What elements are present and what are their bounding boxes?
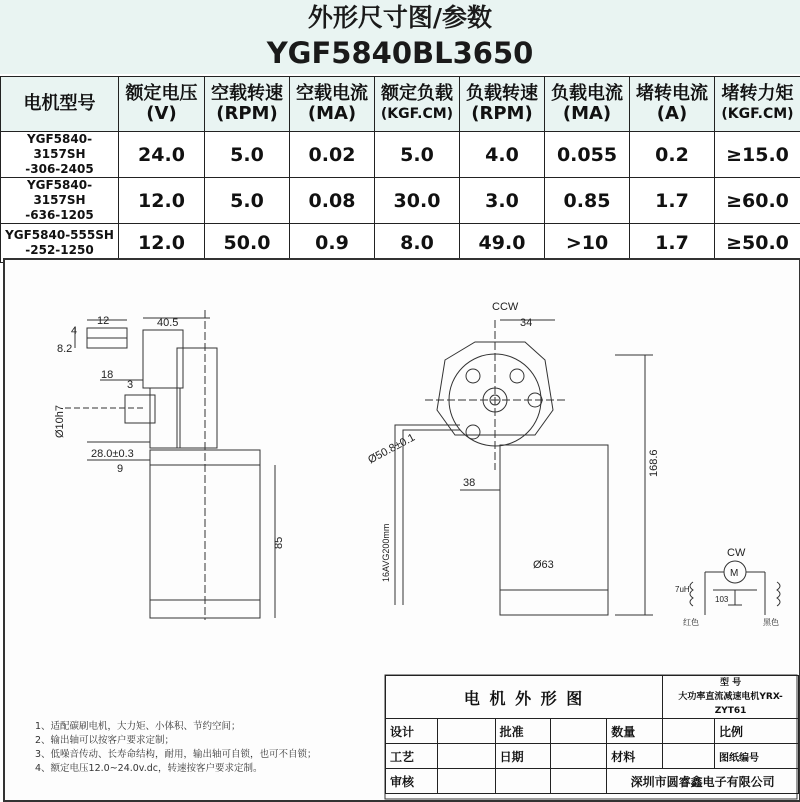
col-header-load-speed: 负载转速 (RPM) — [460, 77, 545, 132]
wire-black — [403, 430, 460, 605]
wire-red — [395, 425, 460, 605]
dim-63: Ø63 — [533, 559, 554, 571]
cell-model: YGF5840-555SH -252-1250 — [1, 224, 119, 263]
cell-model: YGF5840-3157SH -306-2405 — [1, 132, 119, 178]
table-cell: 0.08 — [290, 178, 375, 224]
table-cell: >10 — [545, 224, 630, 263]
dim-4: 4 — [71, 325, 77, 337]
col-header-model: 电机型号 — [1, 77, 119, 132]
table-cell: ≥50.0 — [715, 224, 800, 263]
title-block-type: 型 号 大功率直流减速电机YRX-ZYT61 — [663, 676, 799, 719]
table-cell: 3.0 — [460, 178, 545, 224]
dim-18: 18 — [101, 369, 113, 381]
title-block-table — [385, 675, 799, 794]
table-cell: 50.0 — [205, 224, 290, 263]
table-cell: 49.0 — [460, 224, 545, 263]
table-cell: 30.0 — [375, 178, 460, 224]
table-cell: 0.9 — [290, 224, 375, 263]
tb-drawing-no: 图纸编号 — [715, 744, 799, 769]
tb-process: 工艺 — [386, 744, 438, 769]
table-cell: 0.85 — [545, 178, 630, 224]
table-cell: 5.0 — [375, 132, 460, 178]
wire-label: 16AVG200mm — [381, 524, 391, 582]
tb-ratio: 比例 — [715, 719, 799, 744]
title-block-title: 电 机 外 形 图 — [386, 676, 663, 719]
cell-model: YGF5840-3157SH -636-1205 — [1, 178, 119, 224]
dim-168-6: 168.6 — [648, 449, 660, 477]
table-cell: 8.0 — [375, 224, 460, 263]
technical-drawing — [3, 258, 800, 802]
table-cell: 12.0 — [119, 224, 205, 263]
model-title: YGF5840BL3650 — [0, 35, 800, 71]
tb-material: 材料 — [607, 744, 663, 769]
page-title: 外形尺寸图/参数 — [0, 2, 800, 34]
col-header-voltage: 额定电压 (V) — [119, 77, 205, 132]
tb-date: 日期 — [495, 744, 551, 769]
table-cell: ≥15.0 — [715, 132, 800, 178]
dim-28: 28.0±0.3 — [91, 448, 134, 460]
col-header-stall-torque: 堵转力矩 (KGF.CM) — [715, 77, 800, 132]
circuit-cap: 103 — [715, 595, 729, 604]
table-header-row — [1, 77, 800, 132]
note-item: 4、额定电压12.0~24.0v.dc，转速按客户要求定制。 — [35, 762, 317, 776]
table-cell: 1.7 — [630, 224, 715, 263]
table-cell: 12.0 — [119, 178, 205, 224]
circuit-ind: 7uH — [675, 585, 690, 594]
table-cell: ≥60.0 — [715, 178, 800, 224]
note-item: 3、低噪音传动、长寿命结构，耐用，输出轴可自锁，也可不自锁； — [35, 748, 317, 762]
circuit-motor: M — [730, 568, 738, 579]
col-header-noload-speed: 空载转速 (RPM) — [205, 77, 290, 132]
tb-approve: 批准 — [495, 719, 551, 744]
table-cell: 0.2 — [630, 132, 715, 178]
dim-34: 34 — [520, 317, 532, 329]
table-cell: 4.0 — [460, 132, 545, 178]
tb-qty: 数量 — [607, 719, 663, 744]
dim-10h7: Ø10h7 — [54, 405, 66, 438]
col-header-stall-current: 堵转电流 (A) — [630, 77, 715, 132]
note-item: 1、适配碳刷电机，大力矩、小体积、节约空间； — [35, 720, 317, 734]
circuit-black: 黑色 — [763, 617, 779, 627]
dim-9: 9 — [117, 463, 123, 475]
table-cell: 5.0 — [205, 178, 290, 224]
col-header-noload-current: 空载电流 (MA) — [290, 77, 375, 132]
table-row — [1, 224, 800, 263]
tb-design: 设计 — [386, 719, 438, 744]
header-banner — [0, 0, 800, 74]
spec-table — [0, 76, 800, 263]
drawing-notes — [35, 720, 317, 776]
circuit-cw: CW — [727, 547, 746, 559]
dim-40-5: 40.5 — [157, 317, 178, 329]
gearbox-front — [425, 320, 565, 470]
dim-12: 12 — [97, 315, 109, 327]
tb-company: 深圳市圆睿鑫电子有限公司 — [607, 769, 799, 794]
dim-3: 3 — [127, 379, 133, 391]
dim-38: 38 — [463, 477, 475, 489]
col-header-rated-load: 额定负载 (KGF.CM) — [375, 77, 460, 132]
table-row — [1, 178, 800, 224]
circuit-red: 红色 — [683, 617, 699, 627]
table-cell: 0.055 — [545, 132, 630, 178]
table-cell: 1.7 — [630, 178, 715, 224]
dim-50-8: Ø50.8±0.1 — [366, 432, 417, 467]
tb-review: 审核 — [386, 769, 438, 794]
note-item: 2、输出轴可以按客户要求定制； — [35, 734, 317, 748]
table-cell: 24.0 — [119, 132, 205, 178]
dim-85: 85 — [273, 537, 285, 549]
table-cell: 0.02 — [290, 132, 375, 178]
col-header-load-current: 负载电流 (MA) — [545, 77, 630, 132]
table-cell: 5.0 — [205, 132, 290, 178]
dim-8-2: 8.2 — [57, 343, 72, 355]
dim-ccw: CCW — [492, 301, 519, 313]
table-row — [1, 132, 800, 178]
